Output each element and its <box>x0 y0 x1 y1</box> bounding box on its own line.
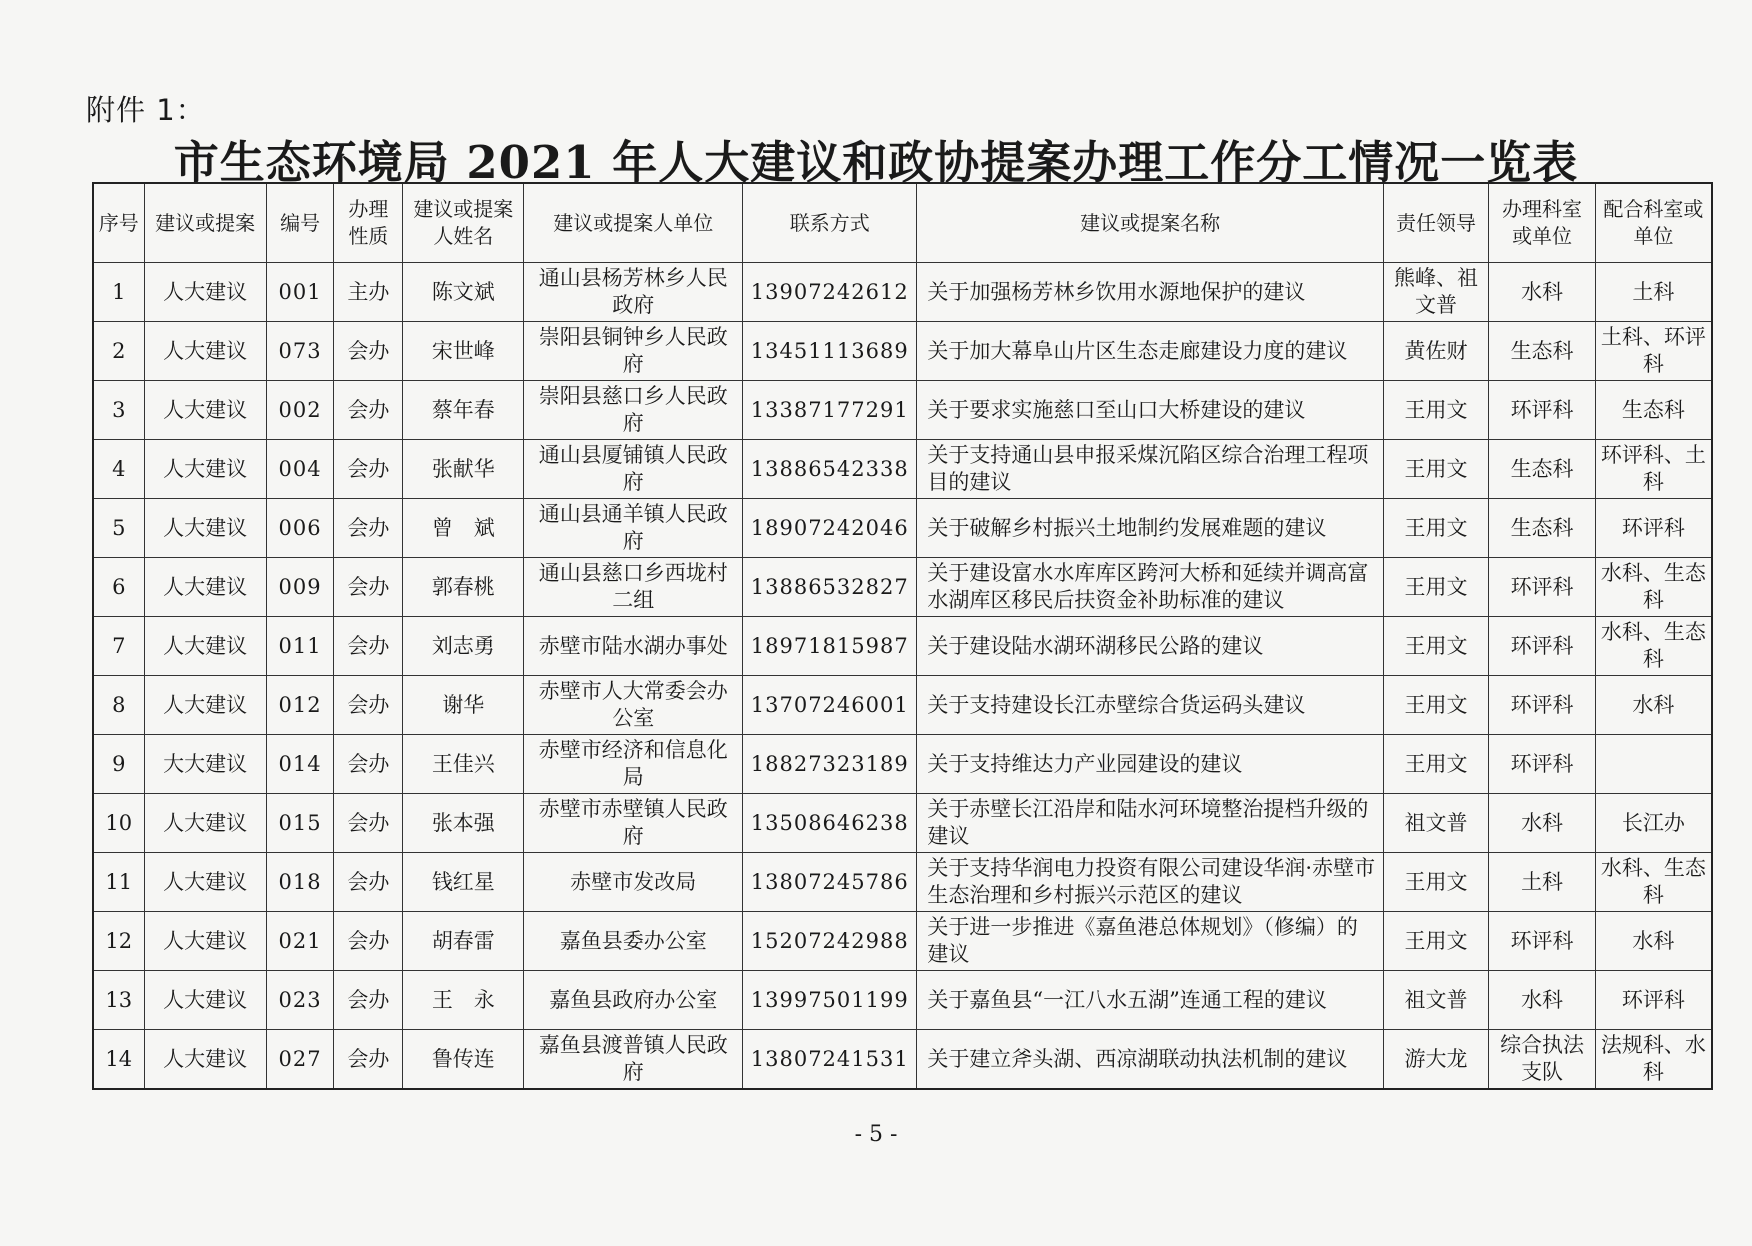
header-title: 建议或提案名称 <box>917 183 1383 263</box>
cell-unit: 赤壁市发改局 <box>524 853 743 912</box>
cell-number: 001 <box>266 263 334 322</box>
cell-type: 人大建议 <box>144 558 266 617</box>
cell-leader: 王用文 <box>1383 617 1488 676</box>
cell-proposer: 郭春桃 <box>403 558 524 617</box>
cell-coop-dept: 水科、生态科 <box>1595 853 1712 912</box>
cell-proposer: 张本强 <box>403 794 524 853</box>
cell-leader: 王用文 <box>1383 558 1488 617</box>
page-number: - 5 - <box>854 1122 898 1147</box>
table-row <box>93 558 1712 617</box>
cell-contact: 13886532827 <box>743 558 917 617</box>
header-number: 编号 <box>266 183 334 263</box>
cell-handling-dept: 水科 <box>1489 263 1596 322</box>
cell-coop-dept: 长江办 <box>1595 794 1712 853</box>
cell-nature: 会办 <box>334 440 403 499</box>
table-row <box>93 440 1712 499</box>
cell-contact: 13707246001 <box>743 676 917 735</box>
cell-proposer: 蔡年春 <box>403 381 524 440</box>
cell-title: 关于加大幕阜山片区生态走廊建设力度的建议 <box>917 322 1383 381</box>
cell-number: 004 <box>266 440 334 499</box>
cell-nature: 会办 <box>334 676 403 735</box>
cell-number: 018 <box>266 853 334 912</box>
cell-handling-dept: 生态科 <box>1489 440 1596 499</box>
cell-unit: 嘉鱼县政府办公室 <box>524 971 743 1030</box>
cell-unit: 赤壁市陆水湖办事处 <box>524 617 743 676</box>
cell-type: 人大建议 <box>144 912 266 971</box>
cell-proposer: 张献华 <box>403 440 524 499</box>
cell-number: 006 <box>266 499 334 558</box>
cell-unit: 嘉鱼县委办公室 <box>524 912 743 971</box>
cell-type: 人大建议 <box>144 322 266 381</box>
cell-title: 关于支持建设长江赤壁综合货运码头建议 <box>917 676 1383 735</box>
cell-nature: 会办 <box>334 853 403 912</box>
cell-contact: 18907242046 <box>743 499 917 558</box>
cell-coop-dept: 环评科 <box>1595 971 1712 1030</box>
cell-nature: 会办 <box>334 617 403 676</box>
cell-index: 7 <box>93 617 144 676</box>
cell-unit: 嘉鱼县渡普镇人民政府 <box>524 1030 743 1090</box>
cell-proposer: 曾 斌 <box>403 499 524 558</box>
cell-handling-dept: 环评科 <box>1489 735 1596 794</box>
cell-index: 10 <box>93 794 144 853</box>
cell-handling-dept: 生态科 <box>1489 322 1596 381</box>
cell-type: 人大建议 <box>144 381 266 440</box>
header-proposer: 建议或提案人姓名 <box>403 183 524 263</box>
cell-proposer: 钱红星 <box>403 853 524 912</box>
header-nature: 办理性质 <box>334 183 403 263</box>
cell-type: 人大建议 <box>144 263 266 322</box>
cell-handling-dept: 综合执法支队 <box>1489 1030 1596 1090</box>
cell-type: 人大建议 <box>144 440 266 499</box>
cell-index: 2 <box>93 322 144 381</box>
cell-index: 5 <box>93 499 144 558</box>
table-row <box>93 794 1712 853</box>
cell-nature: 会办 <box>334 1030 403 1090</box>
header-unit: 建议或提案人单位 <box>524 183 743 263</box>
cell-type: 人大建议 <box>144 853 266 912</box>
header-handling-dept: 办理科室或单位 <box>1489 183 1596 263</box>
header-type: 建议或提案 <box>144 183 266 263</box>
cell-contact: 18827323189 <box>743 735 917 794</box>
cell-nature: 会办 <box>334 322 403 381</box>
cell-handling-dept: 水科 <box>1489 971 1596 1030</box>
cell-unit: 通山县杨芳林乡人民政府 <box>524 263 743 322</box>
cell-coop-dept <box>1595 735 1712 794</box>
cell-coop-dept: 水科 <box>1595 676 1712 735</box>
cell-unit: 赤壁市经济和信息化局 <box>524 735 743 794</box>
cell-contact: 13508646238 <box>743 794 917 853</box>
cell-index: 8 <box>93 676 144 735</box>
cell-handling-dept: 环评科 <box>1489 676 1596 735</box>
cell-title: 关于建设富水水库库区跨河大桥和延续并调高富水湖库区移民后扶资金补助标准的建议 <box>917 558 1383 617</box>
table-row <box>93 735 1712 794</box>
cell-nature: 会办 <box>334 735 403 794</box>
cell-number: 073 <box>266 322 334 381</box>
cell-unit: 赤壁市赤壁镇人民政府 <box>524 794 743 853</box>
cell-coop-dept: 环评科 <box>1595 499 1712 558</box>
cell-coop-dept: 水科、生态科 <box>1595 617 1712 676</box>
document-title: 市生态环境局 2021 年人大建议和政协提案办理工作分工情况一览表 <box>173 136 1579 189</box>
cell-nature: 会办 <box>334 558 403 617</box>
cell-unit: 赤壁市人大常委会办公室 <box>524 676 743 735</box>
cell-type: 人大建议 <box>144 971 266 1030</box>
cell-type: 人大建议 <box>144 794 266 853</box>
table-row <box>93 676 1712 735</box>
cell-proposer: 王 永 <box>403 971 524 1030</box>
cell-handling-dept: 环评科 <box>1489 558 1596 617</box>
cell-title: 关于支持通山县申报采煤沉陷区综合治理工程项目的建议 <box>917 440 1383 499</box>
cell-nature: 会办 <box>334 499 403 558</box>
cell-handling-dept: 环评科 <box>1489 617 1596 676</box>
header-leader: 责任领导 <box>1383 183 1488 263</box>
cell-number: 002 <box>266 381 334 440</box>
cell-title: 关于嘉鱼县“一江八水五湖”连通工程的建议 <box>917 971 1383 1030</box>
cell-unit: 通山县通羊镇人民政府 <box>524 499 743 558</box>
cell-number: 021 <box>266 912 334 971</box>
cell-unit: 崇阳县铜钟乡人民政府 <box>524 322 743 381</box>
cell-number: 012 <box>266 676 334 735</box>
cell-leader: 熊峰、祖文普 <box>1383 263 1488 322</box>
cell-contact: 13451113689 <box>743 322 917 381</box>
cell-handling-dept: 土科 <box>1489 853 1596 912</box>
cell-unit: 崇阳县慈口乡人民政府 <box>524 381 743 440</box>
assignment-table <box>92 182 1713 1090</box>
table-row <box>93 263 1712 322</box>
cell-contact: 18971815987 <box>743 617 917 676</box>
cell-handling-dept: 环评科 <box>1489 381 1596 440</box>
cell-contact: 13807241531 <box>743 1030 917 1090</box>
table-body <box>93 263 1712 1090</box>
cell-index: 11 <box>93 853 144 912</box>
cell-index: 12 <box>93 912 144 971</box>
attachment-label: 附件 1： <box>86 93 206 127</box>
cell-title: 关于建立斧头湖、西凉湖联动执法机制的建议 <box>917 1030 1383 1090</box>
cell-handling-dept: 生态科 <box>1489 499 1596 558</box>
cell-index: 13 <box>93 971 144 1030</box>
table-row <box>93 617 1712 676</box>
table-row <box>93 971 1712 1030</box>
cell-type: 大大建议 <box>144 735 266 794</box>
header-index: 序号 <box>93 183 144 263</box>
cell-contact: 15207242988 <box>743 912 917 971</box>
table-row <box>93 912 1712 971</box>
cell-proposer: 宋世峰 <box>403 322 524 381</box>
cell-contact: 13886542338 <box>743 440 917 499</box>
cell-title: 关于支持维达力产业园建设的建议 <box>917 735 1383 794</box>
cell-proposer: 鲁传连 <box>403 1030 524 1090</box>
cell-leader: 王用文 <box>1383 499 1488 558</box>
cell-proposer: 谢华 <box>403 676 524 735</box>
cell-number: 027 <box>266 1030 334 1090</box>
cell-title: 关于破解乡村振兴土地制约发展难题的建议 <box>917 499 1383 558</box>
cell-leader: 黄佐财 <box>1383 322 1488 381</box>
cell-contact: 13907242612 <box>743 263 917 322</box>
cell-nature: 会办 <box>334 971 403 1030</box>
cell-coop-dept: 土科 <box>1595 263 1712 322</box>
header-contact: 联系方式 <box>743 183 917 263</box>
cell-nature: 会办 <box>334 794 403 853</box>
cell-index: 14 <box>93 1030 144 1090</box>
cell-title: 关于赤壁长江沿岸和陆水河环境整治提档升级的建议 <box>917 794 1383 853</box>
cell-type: 人大建议 <box>144 617 266 676</box>
cell-leader: 王用文 <box>1383 735 1488 794</box>
cell-title: 关于支持华润电力投资有限公司建设华润·赤壁市生态治理和乡村振兴示范区的建议 <box>917 853 1383 912</box>
cell-nature: 会办 <box>334 912 403 971</box>
cell-contact: 13997501199 <box>743 971 917 1030</box>
cell-proposer: 王佳兴 <box>403 735 524 794</box>
cell-leader: 王用文 <box>1383 676 1488 735</box>
cell-leader: 王用文 <box>1383 912 1488 971</box>
cell-leader: 王用文 <box>1383 381 1488 440</box>
table-row <box>93 381 1712 440</box>
cell-proposer: 陈文斌 <box>403 263 524 322</box>
cell-nature: 会办 <box>334 381 403 440</box>
cell-number: 009 <box>266 558 334 617</box>
cell-coop-dept: 水科、生态科 <box>1595 558 1712 617</box>
cell-proposer: 胡春雷 <box>403 912 524 971</box>
cell-leader: 王用文 <box>1383 853 1488 912</box>
cell-number: 023 <box>266 971 334 1030</box>
cell-leader: 游大龙 <box>1383 1030 1488 1090</box>
header-coop-dept: 配合科室或单位 <box>1595 183 1712 263</box>
cell-index: 9 <box>93 735 144 794</box>
table-row <box>93 322 1712 381</box>
cell-nature: 主办 <box>334 263 403 322</box>
cell-coop-dept: 环评科、土科 <box>1595 440 1712 499</box>
cell-contact: 13387177291 <box>743 381 917 440</box>
cell-unit: 通山县厦铺镇人民政府 <box>524 440 743 499</box>
cell-handling-dept: 水科 <box>1489 794 1596 853</box>
cell-coop-dept: 土科、环评科 <box>1595 322 1712 381</box>
table-header-row <box>93 183 1712 263</box>
cell-title: 关于要求实施慈口至山口大桥建设的建议 <box>917 381 1383 440</box>
table-row <box>93 853 1712 912</box>
cell-coop-dept: 法规科、水科 <box>1595 1030 1712 1090</box>
cell-leader: 祖文普 <box>1383 794 1488 853</box>
cell-leader: 祖文普 <box>1383 971 1488 1030</box>
cell-unit: 通山县慈口乡西垅村二组 <box>524 558 743 617</box>
cell-number: 015 <box>266 794 334 853</box>
cell-number: 011 <box>266 617 334 676</box>
cell-contact: 13807245786 <box>743 853 917 912</box>
cell-handling-dept: 环评科 <box>1489 912 1596 971</box>
cell-index: 4 <box>93 440 144 499</box>
cell-title: 关于进一步推进《嘉鱼港总体规划》（修编）的建议 <box>917 912 1383 971</box>
cell-title: 关于加强杨芳林乡饮用水源地保护的建议 <box>917 263 1383 322</box>
table-row <box>93 499 1712 558</box>
cell-coop-dept: 水科 <box>1595 912 1712 971</box>
cell-index: 1 <box>93 263 144 322</box>
cell-coop-dept: 生态科 <box>1595 381 1712 440</box>
cell-type: 人大建议 <box>144 676 266 735</box>
cell-proposer: 刘志勇 <box>403 617 524 676</box>
cell-type: 人大建议 <box>144 1030 266 1090</box>
cell-leader: 王用文 <box>1383 440 1488 499</box>
cell-title: 关于建设陆水湖环湖移民公路的建议 <box>917 617 1383 676</box>
cell-index: 3 <box>93 381 144 440</box>
table-row <box>93 1030 1712 1090</box>
cell-index: 6 <box>93 558 144 617</box>
cell-type: 人大建议 <box>144 499 266 558</box>
cell-number: 014 <box>266 735 334 794</box>
